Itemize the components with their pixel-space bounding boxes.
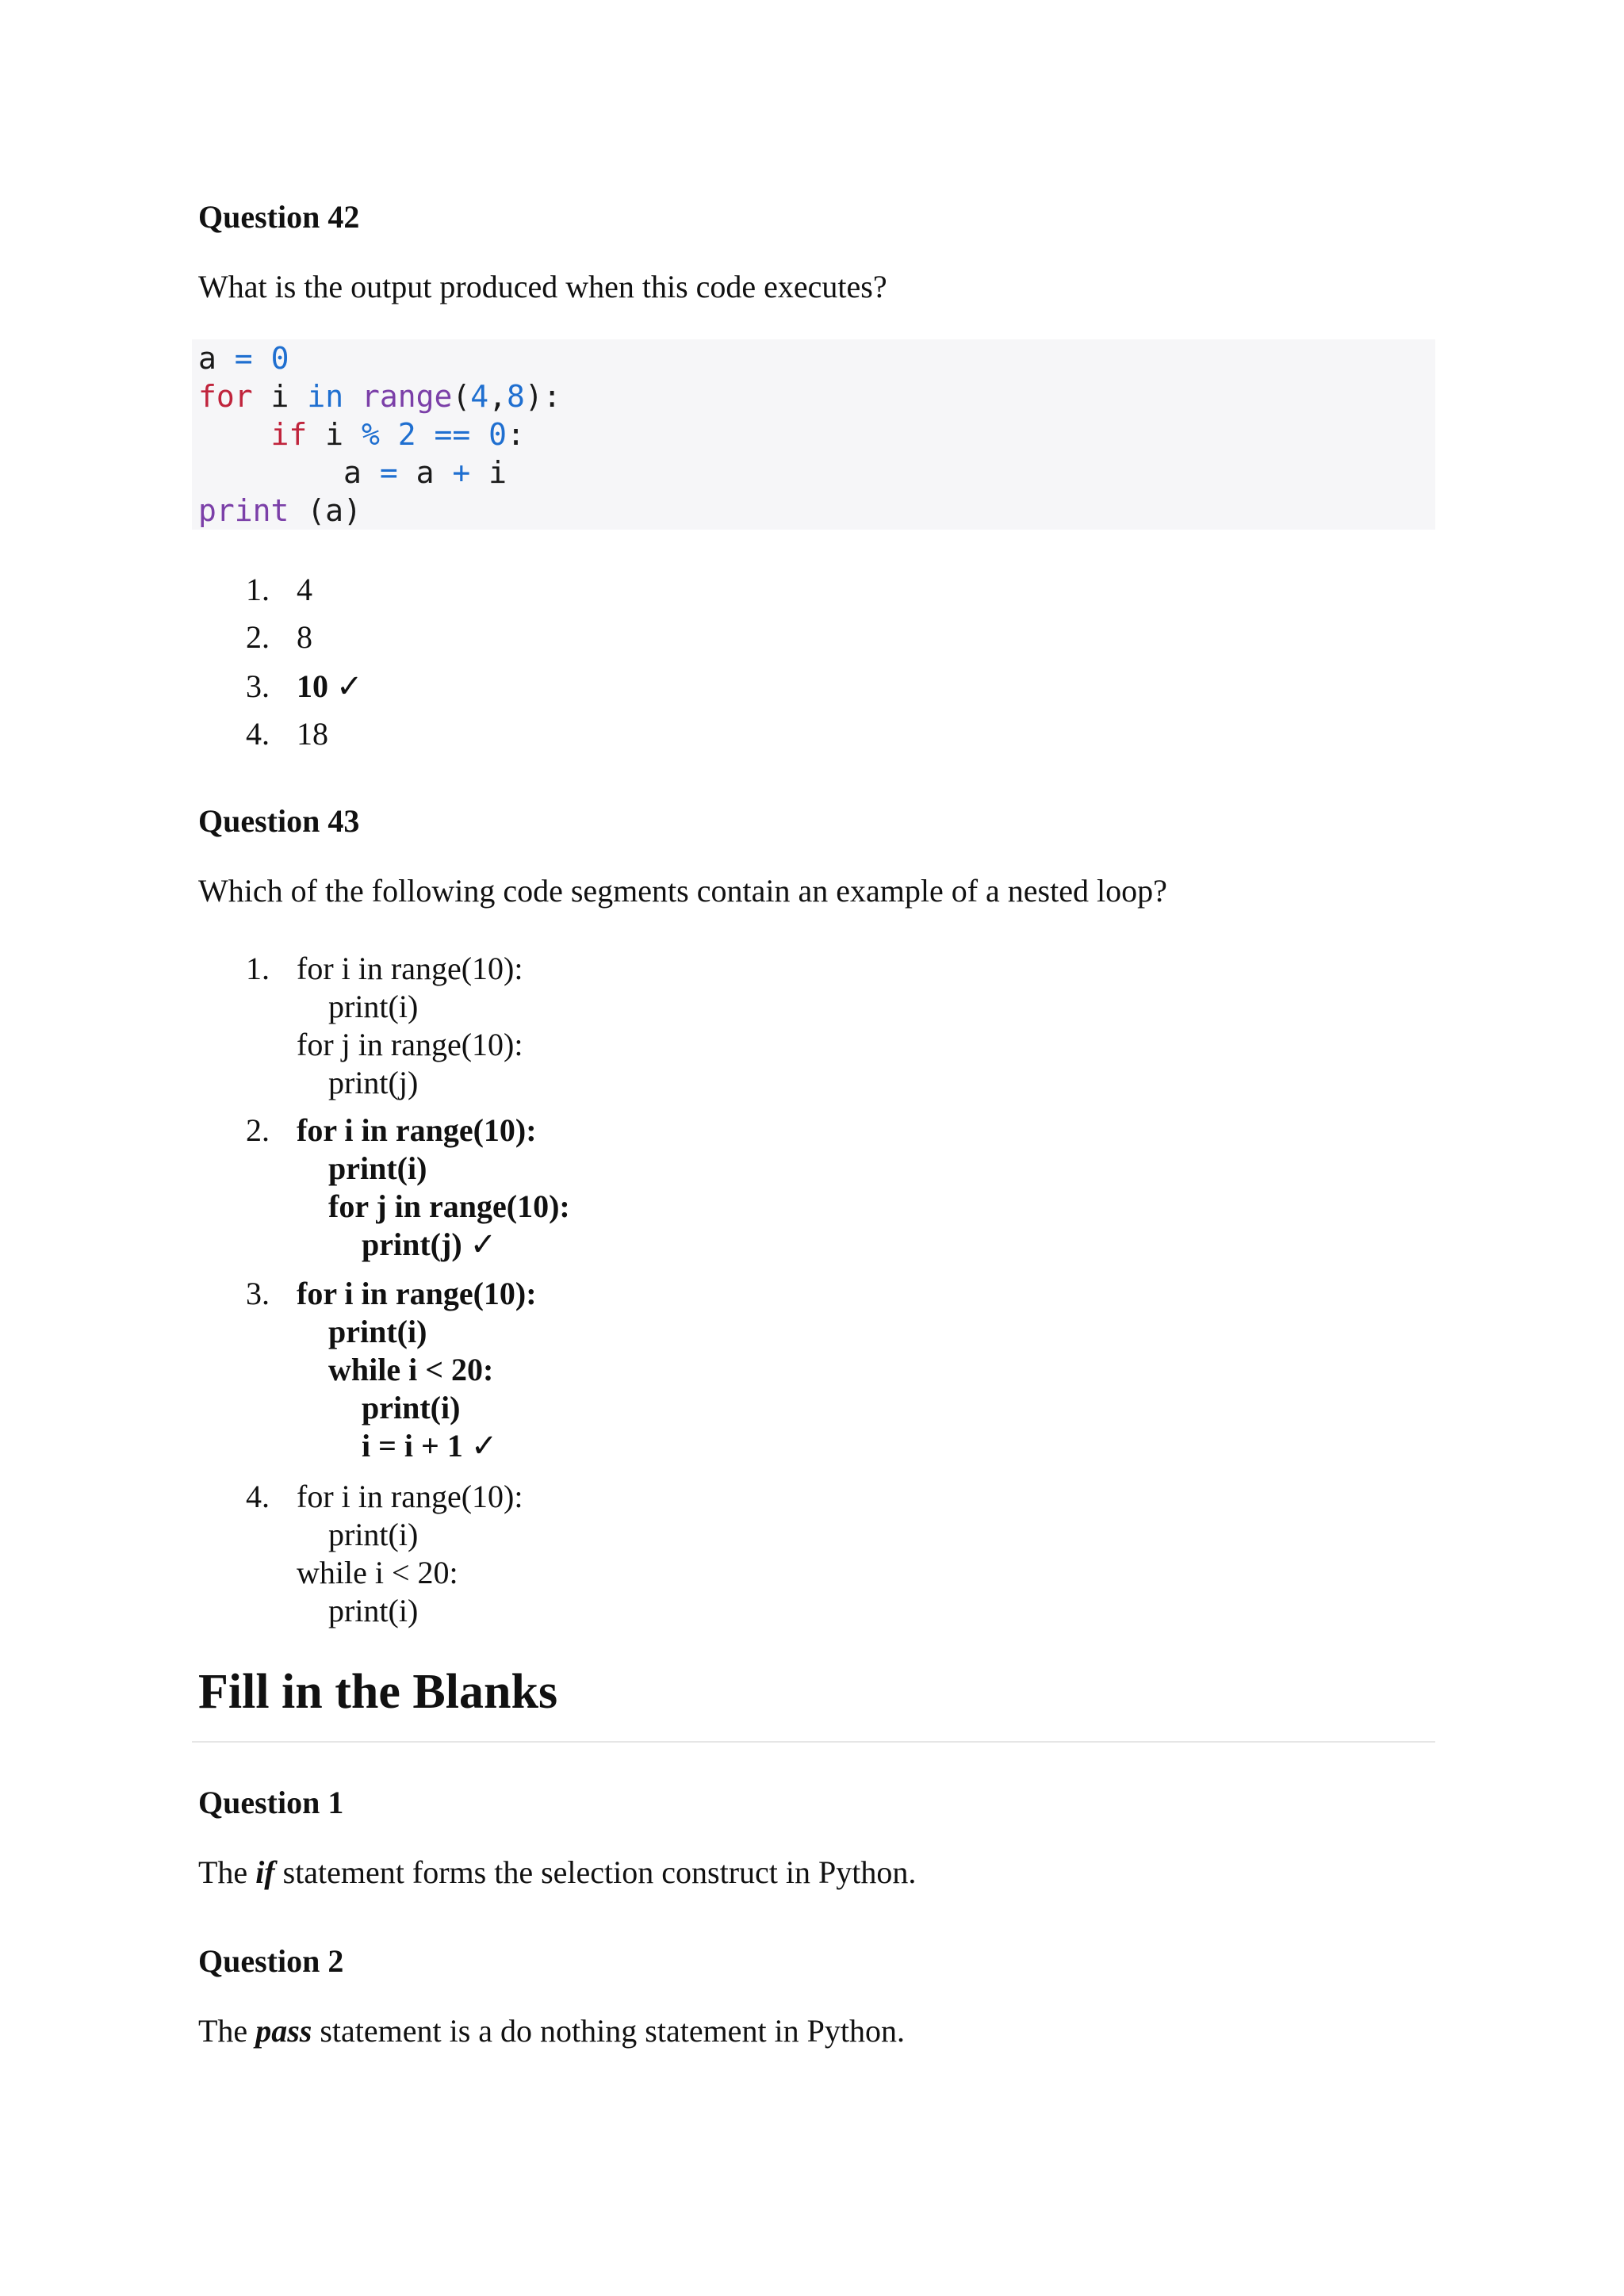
question-42-prompt: What is the output produced when this code executes?	[198, 269, 887, 304]
code-line-3: if i % 2 == 0:	[270, 417, 525, 452]
question-42-heading: Question 42	[198, 199, 360, 235]
code-line-5: print (a)	[198, 493, 362, 528]
check-icon: ✓	[469, 1226, 497, 1263]
fill-question-1-text: The if statement forms the selection construct in Python.	[198, 1854, 917, 1890]
code-line-2: for i in range(4,8):	[198, 379, 561, 414]
fill-question-1-heading: Question 1	[198, 1785, 344, 1820]
fill-question-2-text: The pass statement is a do nothing statement in Python.	[198, 2013, 906, 2049]
fill-question-2-heading: Question 2	[198, 1943, 344, 1979]
section-divider	[192, 1741, 1435, 1743]
check-icon: ✓	[470, 1428, 498, 1464]
code-line-4: a = a + i	[343, 455, 508, 490]
answer-keyword: if	[255, 1854, 275, 1890]
code-block	[192, 339, 1435, 530]
code-line-1: a = 0	[198, 341, 289, 376]
check-icon: ✓	[336, 668, 363, 705]
answer-keyword: pass	[255, 2013, 312, 2049]
question-43-heading: Question 43	[198, 803, 360, 839]
question-43-prompt: Which of the following code segments contain an example of a nested loop?	[198, 873, 1167, 909]
section-heading: Fill in the Blanks	[198, 1665, 558, 1719]
